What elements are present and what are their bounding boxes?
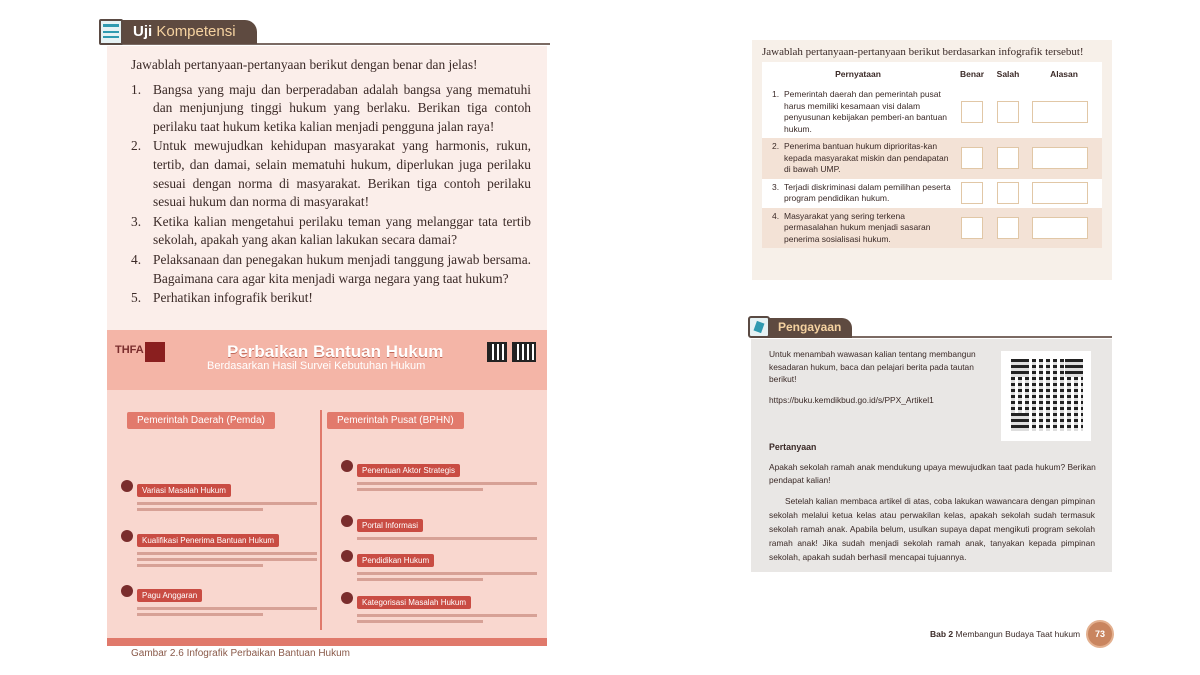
header-true: Benar (959, 69, 985, 79)
table-row (762, 138, 1102, 179)
statement-cell (762, 211, 954, 246)
text-line (137, 613, 263, 616)
table-instruction: Jawablah pertanyaan-pertanyaan berikut berdasarkan infografik tersebut! (762, 46, 1084, 58)
item-badge: Portal Informasi (357, 519, 423, 532)
statement-text: Pemerintah daerah dan pemerintah pusat harus memiliki kesamaan visi dalam penyusunan kebijakan pemberi-an bantuan hukum. (784, 89, 948, 134)
infographic-divider (320, 410, 322, 630)
text-line (137, 558, 317, 561)
institution-logo-icon (145, 342, 165, 362)
false-checkbox[interactable] (997, 147, 1019, 169)
question-text: Pelaksanaan dan penegakan hukum menjadi tanggung jawab bersama. Bagaimana cara agar kita menjadi warga negara yang taat hukum? (153, 251, 531, 286)
question-number: 3. (131, 213, 142, 229)
table-row (762, 86, 1102, 138)
page-number-badge: 73 (1086, 620, 1114, 648)
question-item (131, 81, 531, 137)
infographic-footer-bar (107, 638, 547, 646)
false-checkbox[interactable] (997, 101, 1019, 123)
infographic (107, 330, 547, 646)
uji-kompetensi-tab (117, 20, 257, 44)
question-number: 1. (131, 81, 142, 97)
item-badge: Kualifikasi Penerima Bantuan Hukum (137, 534, 279, 547)
step-number-icon (341, 592, 353, 604)
true-checkbox[interactable] (961, 182, 983, 204)
text-line (137, 607, 317, 610)
row-number: 1. (772, 89, 780, 99)
enrichment-intro: Untuk menambah wawasan kalian tentang membangun kesadaran hukum, baca dan pelajari berita pada tautan berikut! (769, 349, 976, 384)
question-section (107, 46, 547, 348)
true-checkbox[interactable] (961, 217, 983, 239)
question-item (131, 137, 531, 211)
false-checkbox[interactable] (997, 182, 1019, 204)
question-text: Untuk mewujudkan kehidupan masyarakat yang harmonis, rukun, tertib, dan damai, selain mematuhi hukum, diperlukan juga perilaku sesuai dengan norma di masyarakat. Berikan tiga contoh perilaku sesuai hukum dan norma di masyarakat! (153, 138, 531, 210)
notebook-icon (99, 19, 123, 45)
text-line (357, 614, 537, 617)
text-line (357, 572, 537, 575)
row-number: 4. (772, 210, 780, 221)
infographic-item (357, 550, 537, 581)
qr-code-icon (1011, 359, 1083, 431)
infographic-logo: THFA (115, 344, 144, 356)
true-checkbox[interactable] (961, 101, 983, 123)
infographic-item (357, 592, 537, 623)
row-number: 3. (772, 181, 780, 192)
reason-field[interactable] (1032, 217, 1088, 239)
statement-cell (762, 182, 954, 205)
text-line (137, 502, 317, 505)
question-number: 2. (131, 138, 142, 154)
tab-prefix: Uji (133, 23, 153, 40)
table-row (762, 179, 1102, 208)
tab-label: Kompetensi (156, 23, 236, 40)
item-badge: Kategorisasi Masalah Hukum (357, 596, 471, 609)
text-line (137, 564, 263, 567)
left-page (107, 18, 547, 663)
item-badge: Pagu Anggaran (137, 589, 202, 602)
reason-field[interactable] (1032, 101, 1088, 123)
pengayaan-box (751, 339, 1112, 572)
infographic-item (137, 480, 317, 511)
bphn-heading: Pemerintah Pusat (BPHN) (327, 412, 464, 429)
qr-code-icon (512, 342, 536, 362)
infographic-right-column (327, 410, 527, 429)
row-number: 2. (772, 141, 780, 151)
chapter-number: Bab 2 (930, 629, 954, 639)
step-number-icon (341, 550, 353, 562)
uji-kompetensi-header (99, 18, 550, 46)
tablet-icon (748, 316, 770, 338)
question-list (131, 81, 531, 308)
question-text: Ketika kalian mengetahui perilaku teman yang melanggar tata tertib sekolah, apakah yang akan kalian lakukan secara damai? (153, 213, 531, 248)
text-line (137, 552, 317, 555)
infographic-title: Perbaikan Bantuan Hukum (227, 342, 444, 361)
infographic-left-column (127, 410, 327, 429)
question-text: Bangsa yang maju dan berperadaban adalah bangsa yang mematuhi dan menjunjung tinggi hukum yang berlaku. Berikan tiga contoh perilaku taat hukum ketika kalian menjadi pengguna jalan raya! (153, 81, 531, 134)
enrichment-paragraph: Setelah kalian membaca artikel di atas, coba lakukan wawancara dengan pimpinan sekolah melalui ketua kelas atau perwakilan kelas, apakah sekolah sudah termasuk sekolah ramah anak. Apabila belum, usulkan supaya dapat mengikuti program sekolah ramah anak! Jika sudah menjadi sekolah ramah anak, tanyakan kepada pimpinan sekolah, apakah sudah berhasil mencapai tujuannya. (769, 496, 1095, 562)
statement-text: Terjadi diskriminasi dalam pemilihan peserta program pendidikan hukum. (784, 181, 951, 203)
infographic-item (357, 515, 537, 540)
item-badge: Penentuan Aktor Strategis (357, 464, 460, 477)
text-line (357, 488, 483, 491)
chapter-title: Membangun Budaya Taat hukum (955, 629, 1081, 639)
text-line (357, 482, 537, 485)
header-reason: Alasan (1050, 69, 1078, 79)
text-line (357, 578, 483, 581)
statement-text: Masyarakat yang sering terkena permasalahan hukum menjadi sasaran penerima sosialisasi hukum. (784, 210, 931, 244)
enrichment-question: Apakah sekolah ramah anak mendukung upaya mewujudkan taat pada hukum? Berikan pendapat kalian! (769, 462, 1096, 485)
item-badge: Pendidikan Hukum (357, 554, 434, 567)
pengayaan-tab: Pengayaan (766, 318, 852, 338)
infographic-item (357, 460, 537, 491)
statement-cell (762, 141, 954, 176)
infographic-item (137, 530, 317, 567)
header-false: Salah (996, 69, 1020, 79)
qr-code-card (1001, 351, 1091, 441)
reason-field[interactable] (1032, 182, 1088, 204)
step-number-icon (121, 480, 133, 492)
question-item (131, 251, 531, 288)
figure-caption: Gambar 2.6 Infografik Perbaikan Bantuan Hukum (131, 648, 351, 659)
page-footer (930, 620, 1116, 648)
infographic-item (137, 585, 317, 616)
true-false-table-box (752, 40, 1112, 280)
step-number-icon (121, 585, 133, 597)
table-row (762, 208, 1102, 249)
statement-text: Penerima bantuan hukum diprioritas-kan kepada masyarakat miskin dan pendapatan di bawah UMP. (784, 141, 949, 174)
text-line (137, 508, 263, 511)
item-badge: Variasi Masalah Hukum (137, 484, 231, 497)
pengayaan-header (748, 316, 1112, 338)
statement-cell (762, 89, 954, 135)
question-item (131, 213, 531, 250)
infographic-subtitle: Berdasarkan Hasil Survei Kebutuhan Hukum (207, 360, 426, 372)
question-number: 5. (131, 290, 142, 306)
question-title: Pertanyaan (769, 442, 817, 452)
text-line (357, 620, 483, 623)
header-statement: Pernyataan (835, 69, 881, 79)
question-text: Perhatikan infografik berikut! (153, 290, 313, 306)
table-header-row (762, 62, 1102, 86)
article-link[interactable]: https://buku.kemdikbud.go.id/s/PPX_Artikel1 (769, 395, 934, 405)
text-line (357, 537, 537, 540)
false-checkbox[interactable] (997, 217, 1019, 239)
step-number-icon (341, 515, 353, 527)
true-false-table (762, 62, 1102, 248)
step-number-icon (341, 460, 353, 472)
question-item (131, 289, 531, 308)
true-checkbox[interactable] (961, 147, 983, 169)
step-number-icon (121, 530, 133, 542)
chapter-label (930, 629, 1080, 639)
question-number: 4. (131, 251, 142, 267)
pemda-heading: Pemerintah Daerah (Pemda) (127, 412, 275, 429)
reason-field[interactable] (1032, 147, 1088, 169)
qr-code-icon (487, 342, 507, 362)
instruction-text: Jawablah pertanyaan-pertanyaan berikut dengan benar dan jelas! (131, 57, 478, 72)
